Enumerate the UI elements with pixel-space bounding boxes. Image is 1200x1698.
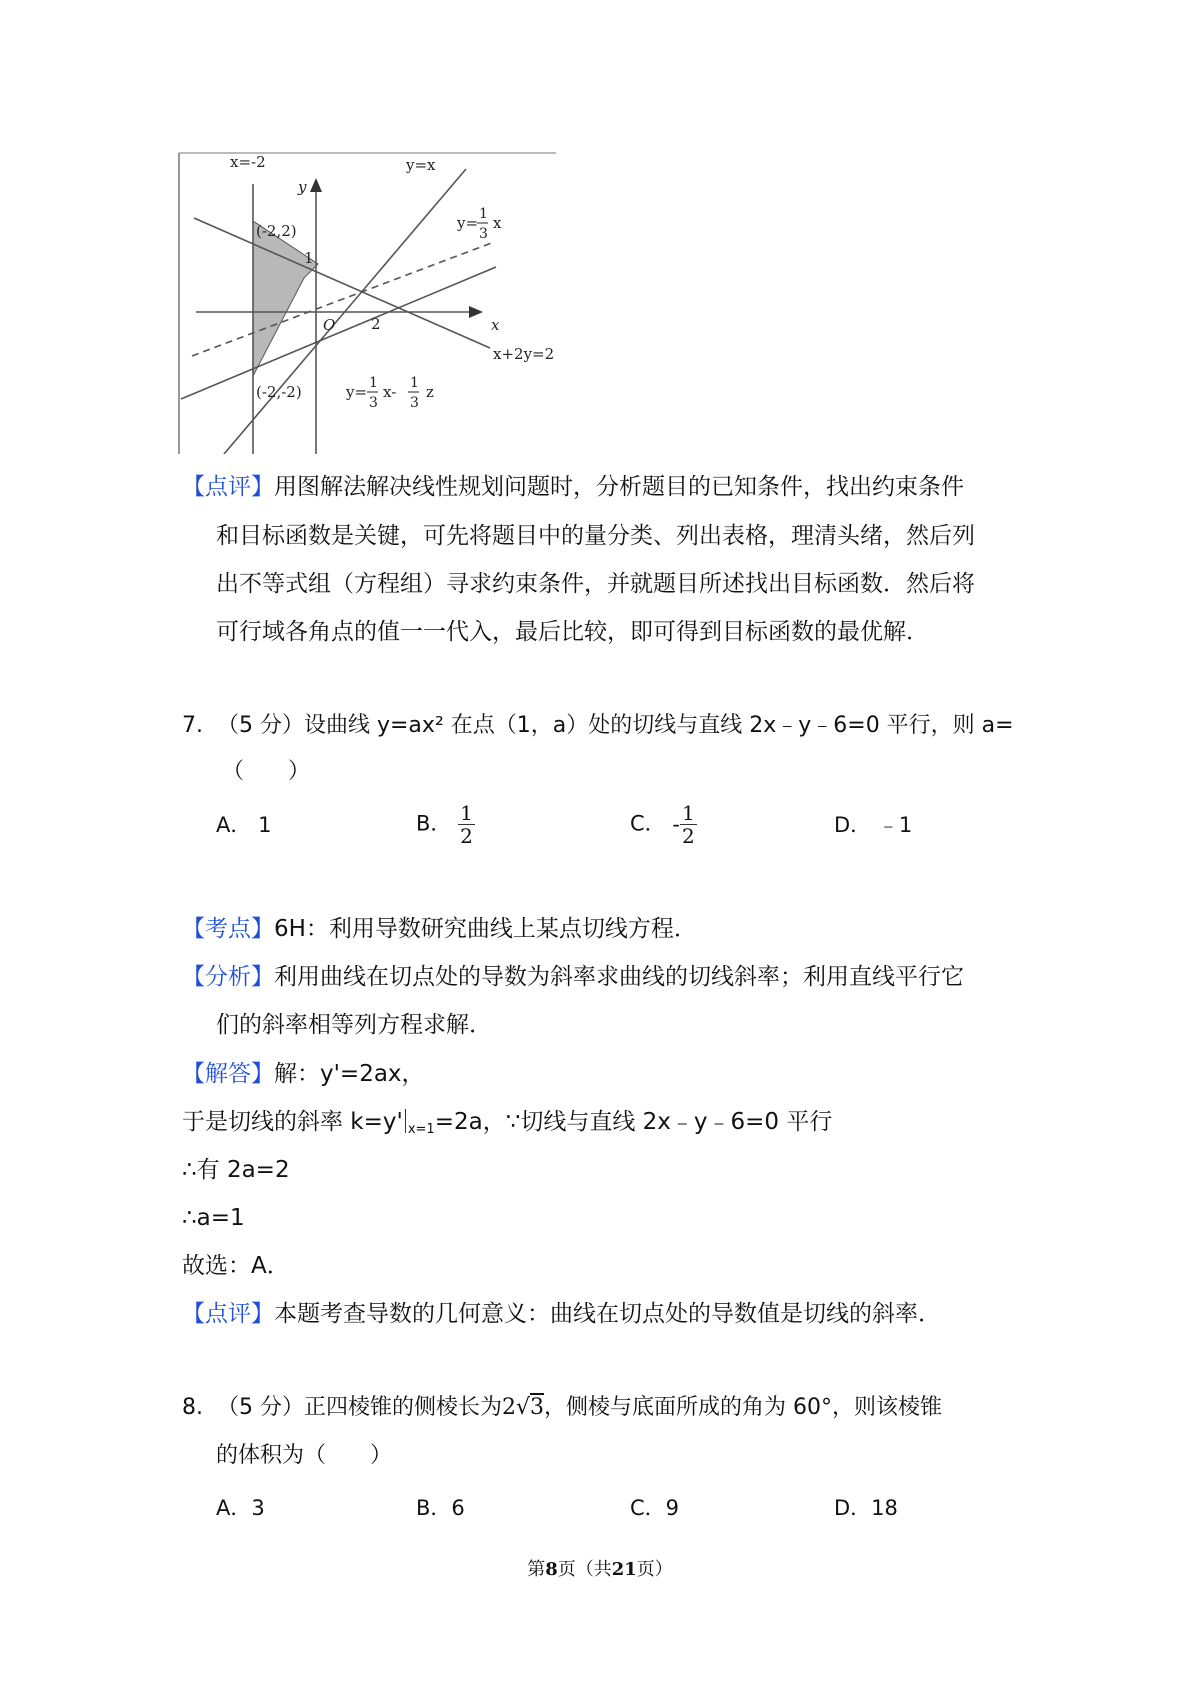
- sol7-jieda-text: 解：y'=2ax，: [274, 1061, 425, 1087]
- q8-option-d: D．18: [834, 1496, 898, 1520]
- q8-line2: 的体积为（ ）: [216, 1443, 393, 1468]
- q7-option-b-fraction: [458, 802, 475, 847]
- q7-option-a-label: A．: [216, 813, 252, 837]
- label-point-bottom: (-2,-2): [256, 383, 302, 401]
- q7-stem: （5 分）设曲线 y=ax² 在点（1，a）处的切线与直线 2x﹣y﹣6=0 平行，则 a=: [217, 713, 1014, 738]
- sol7-dianping-text: 本题考查导数的几何意义：曲线在切点处的导数值是切线的斜率．: [274, 1301, 941, 1327]
- label-y-eq-x: y=x: [406, 156, 436, 174]
- page-footer: [0, 1555, 1200, 1581]
- sol7-kaodian-tag: 【考点】: [182, 916, 274, 942]
- q8-line1: [182, 1393, 942, 1423]
- sol7-fenxi-tag: 【分析】: [182, 964, 274, 990]
- sol7-jieda-tag: 【解答】: [182, 1061, 274, 1087]
- sol7-evaluation-bar: [405, 1109, 406, 1133]
- review6-line1: [182, 472, 964, 502]
- review6-tag: 【点评】: [182, 474, 274, 500]
- footer-total-pages: 21: [611, 1559, 637, 1580]
- q7-option-d-label: D．: [834, 813, 872, 837]
- q8-stem-pre: （5 分）正四棱锥的侧棱长为: [217, 1395, 502, 1420]
- q7-option-b-label: B．: [416, 811, 452, 836]
- q7-option-d: [834, 810, 912, 840]
- label-obj-prefix: y=: [346, 383, 368, 401]
- feasible-region: [253, 221, 318, 376]
- q8-option-b: B．6: [416, 1496, 465, 1520]
- footer-mid: 页（共: [557, 1559, 612, 1580]
- q8-radicand: 3: [530, 1395, 545, 1420]
- q8-option-a: A．3: [216, 1496, 265, 1520]
- q8-number: 8.: [182, 1395, 203, 1420]
- review6-line3: 出不等式组（方程组）寻求约束条件，并就题目所述找出目标函数．然后将: [216, 571, 975, 597]
- q7-option-c-label: C．: [630, 811, 666, 836]
- q8-radical-coef: 2: [502, 1395, 516, 1420]
- q7-line1: [182, 711, 1014, 741]
- label-third-line-prefix: y=: [457, 214, 479, 232]
- q7-option-c-fraction: [680, 802, 697, 847]
- sol7-fenxi-line1: [182, 962, 964, 992]
- label-third-line-num: 1: [479, 206, 488, 222]
- y-axis-arrow: [310, 178, 322, 192]
- label-obj-num2: 1: [410, 375, 419, 391]
- q7-option-c: [630, 802, 697, 847]
- sol7-step2: ∴有 2a=2: [182, 1157, 290, 1183]
- linear-programming-figure: [178, 152, 556, 454]
- label-x-axis: x: [491, 316, 500, 334]
- q7-option-c-numerator: 1: [681, 801, 695, 825]
- sol7-fenxi-line2: 们的斜率相等列方程求解．: [216, 1012, 492, 1038]
- q7-option-b-denominator: 2: [460, 824, 473, 848]
- label-third-line-den: 3: [479, 226, 488, 242]
- label-y-axis: y: [298, 178, 307, 196]
- sol7-step1-post: =2a，∵切线与直线 2x﹣y﹣6=0 平行: [434, 1109, 833, 1135]
- footer-page-number: 8: [545, 1559, 558, 1580]
- label-obj-den2: 3: [410, 395, 419, 411]
- q7-option-b: [416, 802, 475, 847]
- x-axis-arrow: [469, 306, 483, 318]
- label-obj-den1: 3: [369, 395, 378, 411]
- sol7-step3: ∴a=1: [182, 1205, 245, 1231]
- sol7-step1: [182, 1107, 832, 1145]
- q7-option-c-denominator: 2: [681, 824, 695, 848]
- line-x-plus-2y: [194, 218, 490, 348]
- review6-line4: 可行域各角点的值一一代入，最后比较，即可得到目标函数的最优解．: [216, 619, 929, 645]
- label-obj-suffix: z: [426, 383, 434, 401]
- label-two: 2: [371, 315, 381, 333]
- sol7-dianping-tag: 【点评】: [182, 1301, 274, 1327]
- q7-option-d-value: ﹣1: [877, 813, 913, 837]
- label-x-plus-2y: x+2y=2: [493, 345, 555, 363]
- q7-option-b-numerator: 1: [460, 801, 473, 825]
- q8-radical: 2√3: [502, 1395, 545, 1420]
- label-origin: O: [323, 316, 336, 334]
- q7-number: 7.: [182, 713, 203, 738]
- q7-option-a-value: 1: [258, 813, 272, 837]
- q7-line2: （ ）: [222, 759, 311, 784]
- footer-post: 页）: [636, 1559, 673, 1580]
- label-third-line-suffix: x: [493, 214, 502, 232]
- q8-option-c: C．9: [630, 1496, 680, 1520]
- sol7-fenxi-text1: 利用曲线在切点处的导数为斜率求曲线的切线斜率；利用直线平行它: [274, 964, 964, 990]
- label-one: 1: [304, 249, 314, 267]
- footer-pre: 第: [527, 1559, 546, 1580]
- q8-stem-post: ，侧棱与底面所成的角为 60°，则该棱锥: [544, 1395, 943, 1420]
- objective-line: [181, 267, 496, 399]
- q7-option-c-sign: -: [672, 812, 680, 837]
- sol7-step1-pre: 于是切线的斜率 k=y': [182, 1109, 403, 1135]
- label-x-neg2: x=-2: [230, 153, 266, 171]
- review6-text1: 用图解法解决线性规划问题时，分析题目的已知条件，找出约束条件: [274, 474, 964, 500]
- sol7-step4: 故选：A．: [182, 1253, 290, 1279]
- sol7-kaodian: [182, 914, 697, 944]
- sol7-kaodian-text: 6H：利用导数研究曲线上某点切线方程．: [274, 916, 697, 942]
- line-y-third-x: [192, 242, 494, 356]
- label-obj-mid: x-: [383, 383, 397, 401]
- sol7-dianping: [182, 1299, 941, 1329]
- label-point-top: (-2,2): [256, 222, 297, 240]
- label-obj-num1: 1: [369, 375, 378, 391]
- q7-option-a: [216, 810, 271, 840]
- sol7-step1-sub: x=1: [407, 1122, 435, 1137]
- sol7-jieda: [182, 1059, 425, 1089]
- review6-line2: 和目标函数是关键，可先将题目中的量分类、列出表格，理清头绪，然后列: [216, 523, 975, 549]
